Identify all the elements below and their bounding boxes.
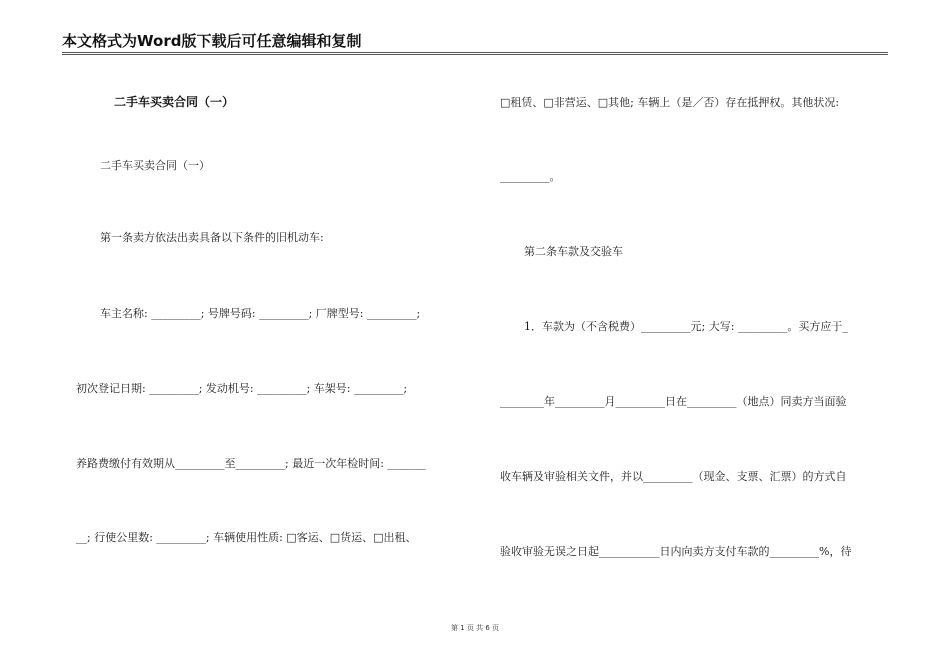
payment-method-line: 收车辆及审验相关文件，并以_________（现金、支票、汇票）的方式自: [500, 470, 847, 483]
header-divider: [62, 52, 888, 55]
price-clause-line: 1．车款为（不含税费）_________元; 大写: _________。买方应于_: [524, 320, 848, 333]
payment-term-line: 验收审验无误之日起___________日内向卖方支付车款的_________%，待: [500, 545, 852, 558]
usage-mortgage-line: □租赁、□非营运、□其他; 车辆上（是／否）存在抵押权。其他状况:: [500, 96, 840, 109]
registration-engine-frame-line: 初次登记日期: _________; 发动机号: _________; 车架号: _________;: [76, 382, 408, 395]
document-title: 二手车买卖合同（一）: [114, 95, 235, 109]
page-number: 第 1 页 共 6 页: [450, 624, 500, 632]
date-place-line: ________年_________月_________日在_________（地点）同卖方当面验: [500, 395, 847, 408]
contract-subtitle: 二手车买卖合同（一）: [100, 159, 210, 172]
mileage-usage-line: __; 行使公里数: _________; 车辆使用性质: □客运、□货运、□出租、: [76, 531, 417, 544]
other-status-line: _________。: [500, 170, 561, 183]
header-banner: 本文格式为Word版下载后可任意编辑和复制: [62, 32, 362, 50]
article-one-heading: 第一条卖方依法出卖具备以下条件的旧机动车:: [100, 231, 324, 244]
owner-plate-model-line: 车主名称: _________; 号牌号码: _________; 厂牌型号: _________;: [100, 307, 421, 320]
article-two-heading: 第二条车款及交验车: [524, 245, 623, 258]
road-fee-inspection-line: 养路费缴付有效期从_________至_________; 最近一次年检时间: _______: [76, 457, 426, 470]
